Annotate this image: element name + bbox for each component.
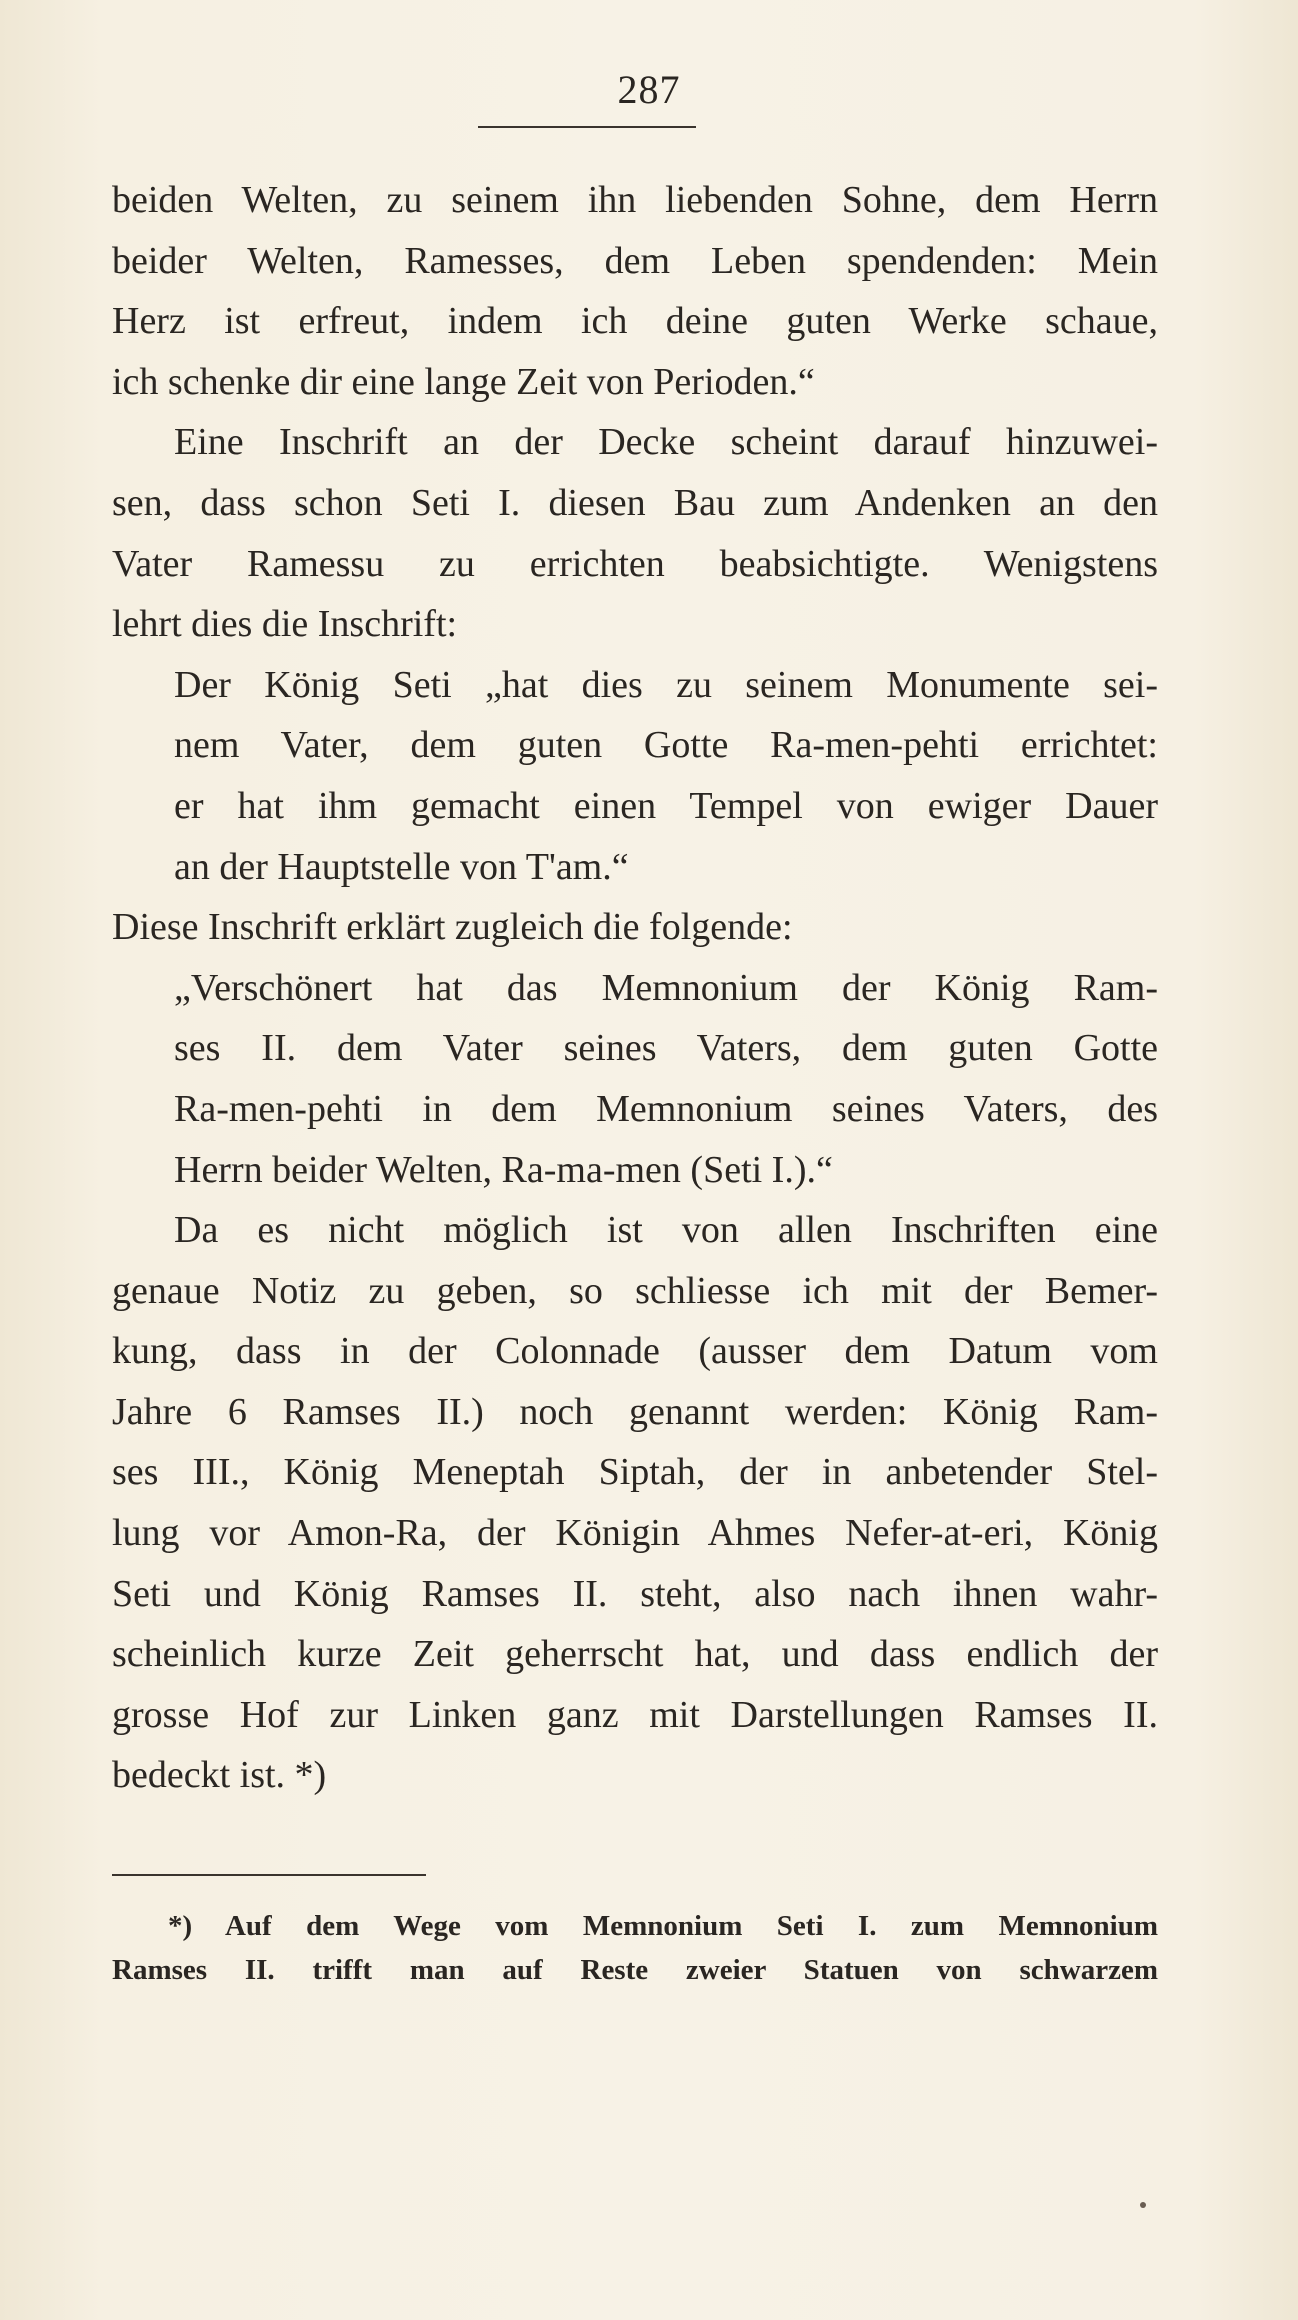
text-line: kung, dass in der Colonnade (ausser dem Datum vom (112, 1330, 1158, 1373)
paper-speck (1140, 2202, 1146, 2208)
footnote-line: Ramses II. trifft man auf Reste zweier Statuen von schwarzem (112, 1954, 1158, 1986)
text-line: Seti und König Ramses II. steht, also nach ihnen wahr- (112, 1572, 1158, 1615)
text-line: beider Welten, Ramesses, dem Leben spendenden: Mein (112, 239, 1158, 282)
text-line: Da es nicht möglich ist von allen Inschriften eine (174, 1209, 1158, 1252)
quote-line: „Verschönert hat das Memnonium der König Ram- (174, 966, 1158, 1009)
text-line: lung vor Amon-Ra, der Königin Ahmes Nefer-at-eri, König (112, 1512, 1158, 1555)
text-line: scheinlich kurze Zeit geherrscht hat, und dass endlich der (112, 1633, 1158, 1676)
quote-line: an der Hauptstelle von T'am.“ (174, 845, 629, 888)
header-rule (478, 126, 696, 128)
quote-line: ses II. dem Vater seines Vaters, dem guten Gotte (174, 1027, 1158, 1070)
quote-line: Herrn beider Welten, Ra-ma-men (Seti I.).“ (174, 1148, 833, 1191)
footnote (112, 1904, 1158, 1992)
text-line: ich schenke dir eine lange Zeit von Perioden.“ (112, 360, 815, 403)
text-line: lehrt dies die Inschrift: (112, 603, 458, 646)
quote-line: Der König Seti „hat dies zu seinem Monumente sei- (174, 663, 1158, 706)
text-line: sen, dass schon Seti I. diesen Bau zum Andenken an den (112, 481, 1158, 524)
quote-line: nem Vater, dem guten Gotte Ra-men-pehti errichtet: (174, 724, 1158, 767)
text-line: Jahre 6 Ramses II.) noch genannt werden: König Ram- (112, 1390, 1158, 1433)
text-line: Herz ist erfreut, indem ich deine guten Werke schaue, (112, 300, 1158, 343)
text-line: Vater Ramessu zu errichten beabsichtigte. Wenigstens (112, 542, 1158, 585)
quote-line: er hat ihm gemacht einen Tempel von ewiger Dauer (174, 784, 1158, 827)
text-line: Eine Inschrift an der Decke scheint darauf hinzuwei- (174, 421, 1158, 464)
page-number: 287 (617, 67, 681, 112)
text-line: ses III., König Meneptah Siptah, der in anbetender Stel- (112, 1451, 1158, 1494)
footnote-rule (112, 1874, 426, 1876)
text-line: beiden Welten, zu seinem ihn liebenden Sohne, dem Herrn (112, 179, 1158, 221)
text-line: genaue Notiz zu geben, so schliesse ich mit der Bemer- (112, 1269, 1158, 1312)
text-line: Diese Inschrift erklärt zugleich die folgende: (112, 906, 793, 949)
text-line: bedeckt ist. *) (112, 1754, 327, 1797)
text-line: grosse Hof zur Linken ganz mit Darstellungen Ramses II. (112, 1693, 1158, 1736)
quote-line: Ra-men-pehti in dem Memnonium seines Vaters, des (174, 1087, 1158, 1130)
footnote-line: *) Auf dem Wege vom Memnonium Seti I. zum Memnonium (168, 1910, 1158, 1942)
body-text (112, 170, 1158, 1806)
